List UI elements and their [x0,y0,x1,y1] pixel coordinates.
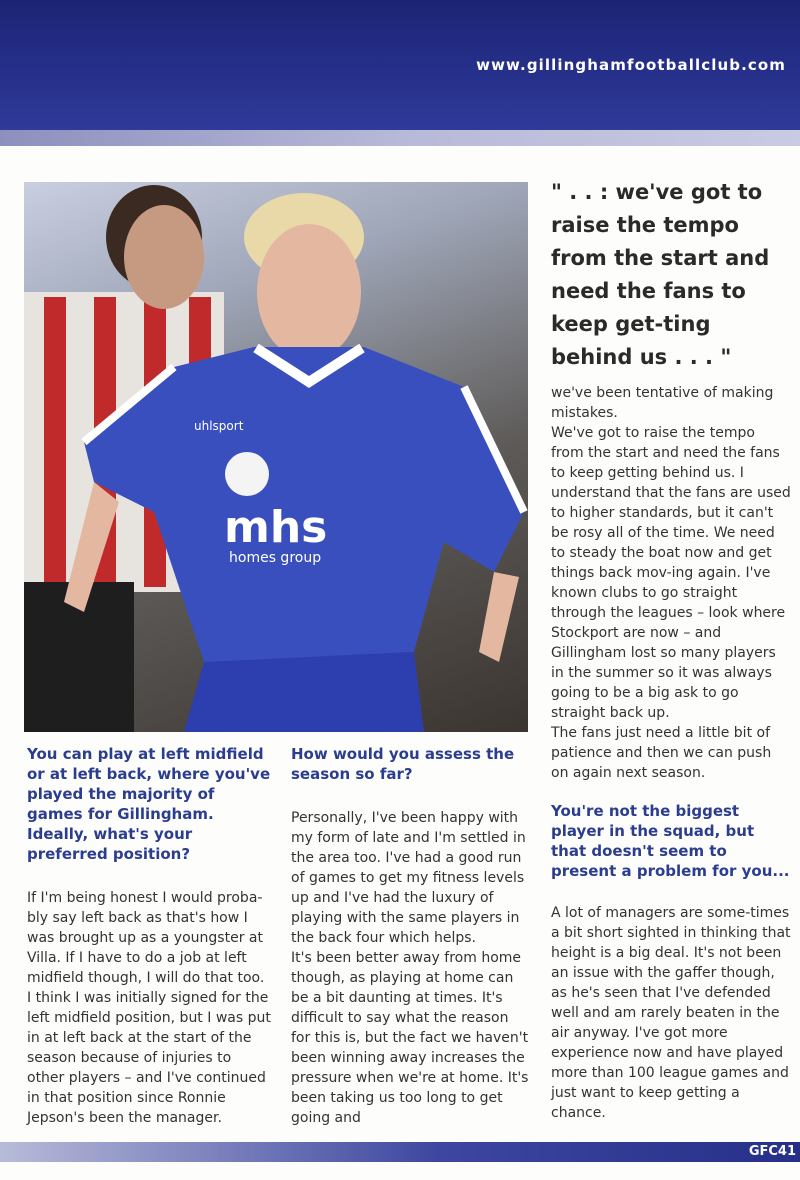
pull-quote: " . . : we've got to raise the tempo from the start and need the fans to keep get-ting behind us . . . " [551,180,770,369]
sponsor-logo-text: mhs [224,502,328,553]
answer-paragraph: A lot of managers are some-times a bit short sighted in thinking that height is a big deal. It's not been an issue with the gaffer though, as he's seen that I've defended well and am rarely beaten in the air anyway. I've got more experience now and have played more than 100 league games and just want to keep getting a chance. [551,905,791,1121]
answer-paragraph: I think I was initially signed for the left midfield position, but I was put in at left back at the start of the season because of injuries to other players – and I've continued in that position since Ronnie Jepson's been the manager. [27,990,271,1126]
kit-brand-text: uhlsport [194,419,244,433]
answer-paragraph: The fans just need a little bit of patience and then we can push on again next season. [551,725,772,781]
footer-band [0,1142,800,1162]
answer-paragraph: If I'm being honest I would proba-bly say left back as that's how I was brought up as a youngster at Villa. If I have to do a job at left midfield though, I will do that too. [27,890,265,986]
header-stripe [0,130,800,146]
player-photo [24,182,528,732]
column-2 [291,744,531,1128]
question-preferred-position: You can play at left midfield or at left back, where you've played the majority of games for Gillingham. Ideally, what's your preferred position? [27,745,271,863]
page-number: GFC41 [748,1144,796,1159]
question-season-assessment: How would you assess the season so far? [291,745,515,783]
column-3 [551,383,791,1123]
answer-paragraph: Personally, I've been happy with my form of late and I'm settled in the area too. I've had a good run of games to get my fitness levels up and I've had the luxury of playing with the same players in the back four which helps. [291,810,526,946]
answer-paragraph: We've got to raise the tempo from the start and need the fans to keep getting behind us. I understand that the fans are used to higher standards, but it can't be rosy all of the time. We need to steady the boat now and get things back mov-ing again. I've known clubs to go straight through the leagues – look where Stockport are now – and Gillingham lost so many players in the summer so it was always going to be a big ask to go straight back up. [551,425,791,721]
column-1 [27,744,272,1128]
answer-paragraph: It's been better away from home though, as playing at home can be a bit daunting at times. It's difficult to say what the reason for this is, but the fact we haven't been winning away increases the pressure when we're at home. It's been taking us too long to get going and [291,950,529,1126]
question-height: You're not the biggest player in the squad, but that doesn't seem to present a problem for you... [551,802,790,880]
answer-paragraph: we've been tentative of making mistakes. [551,385,774,421]
club-website-url[interactable]: www.gillinghamfootballclub.com [476,56,786,74]
sponsor-logo-subtext: homes group [229,550,322,566]
